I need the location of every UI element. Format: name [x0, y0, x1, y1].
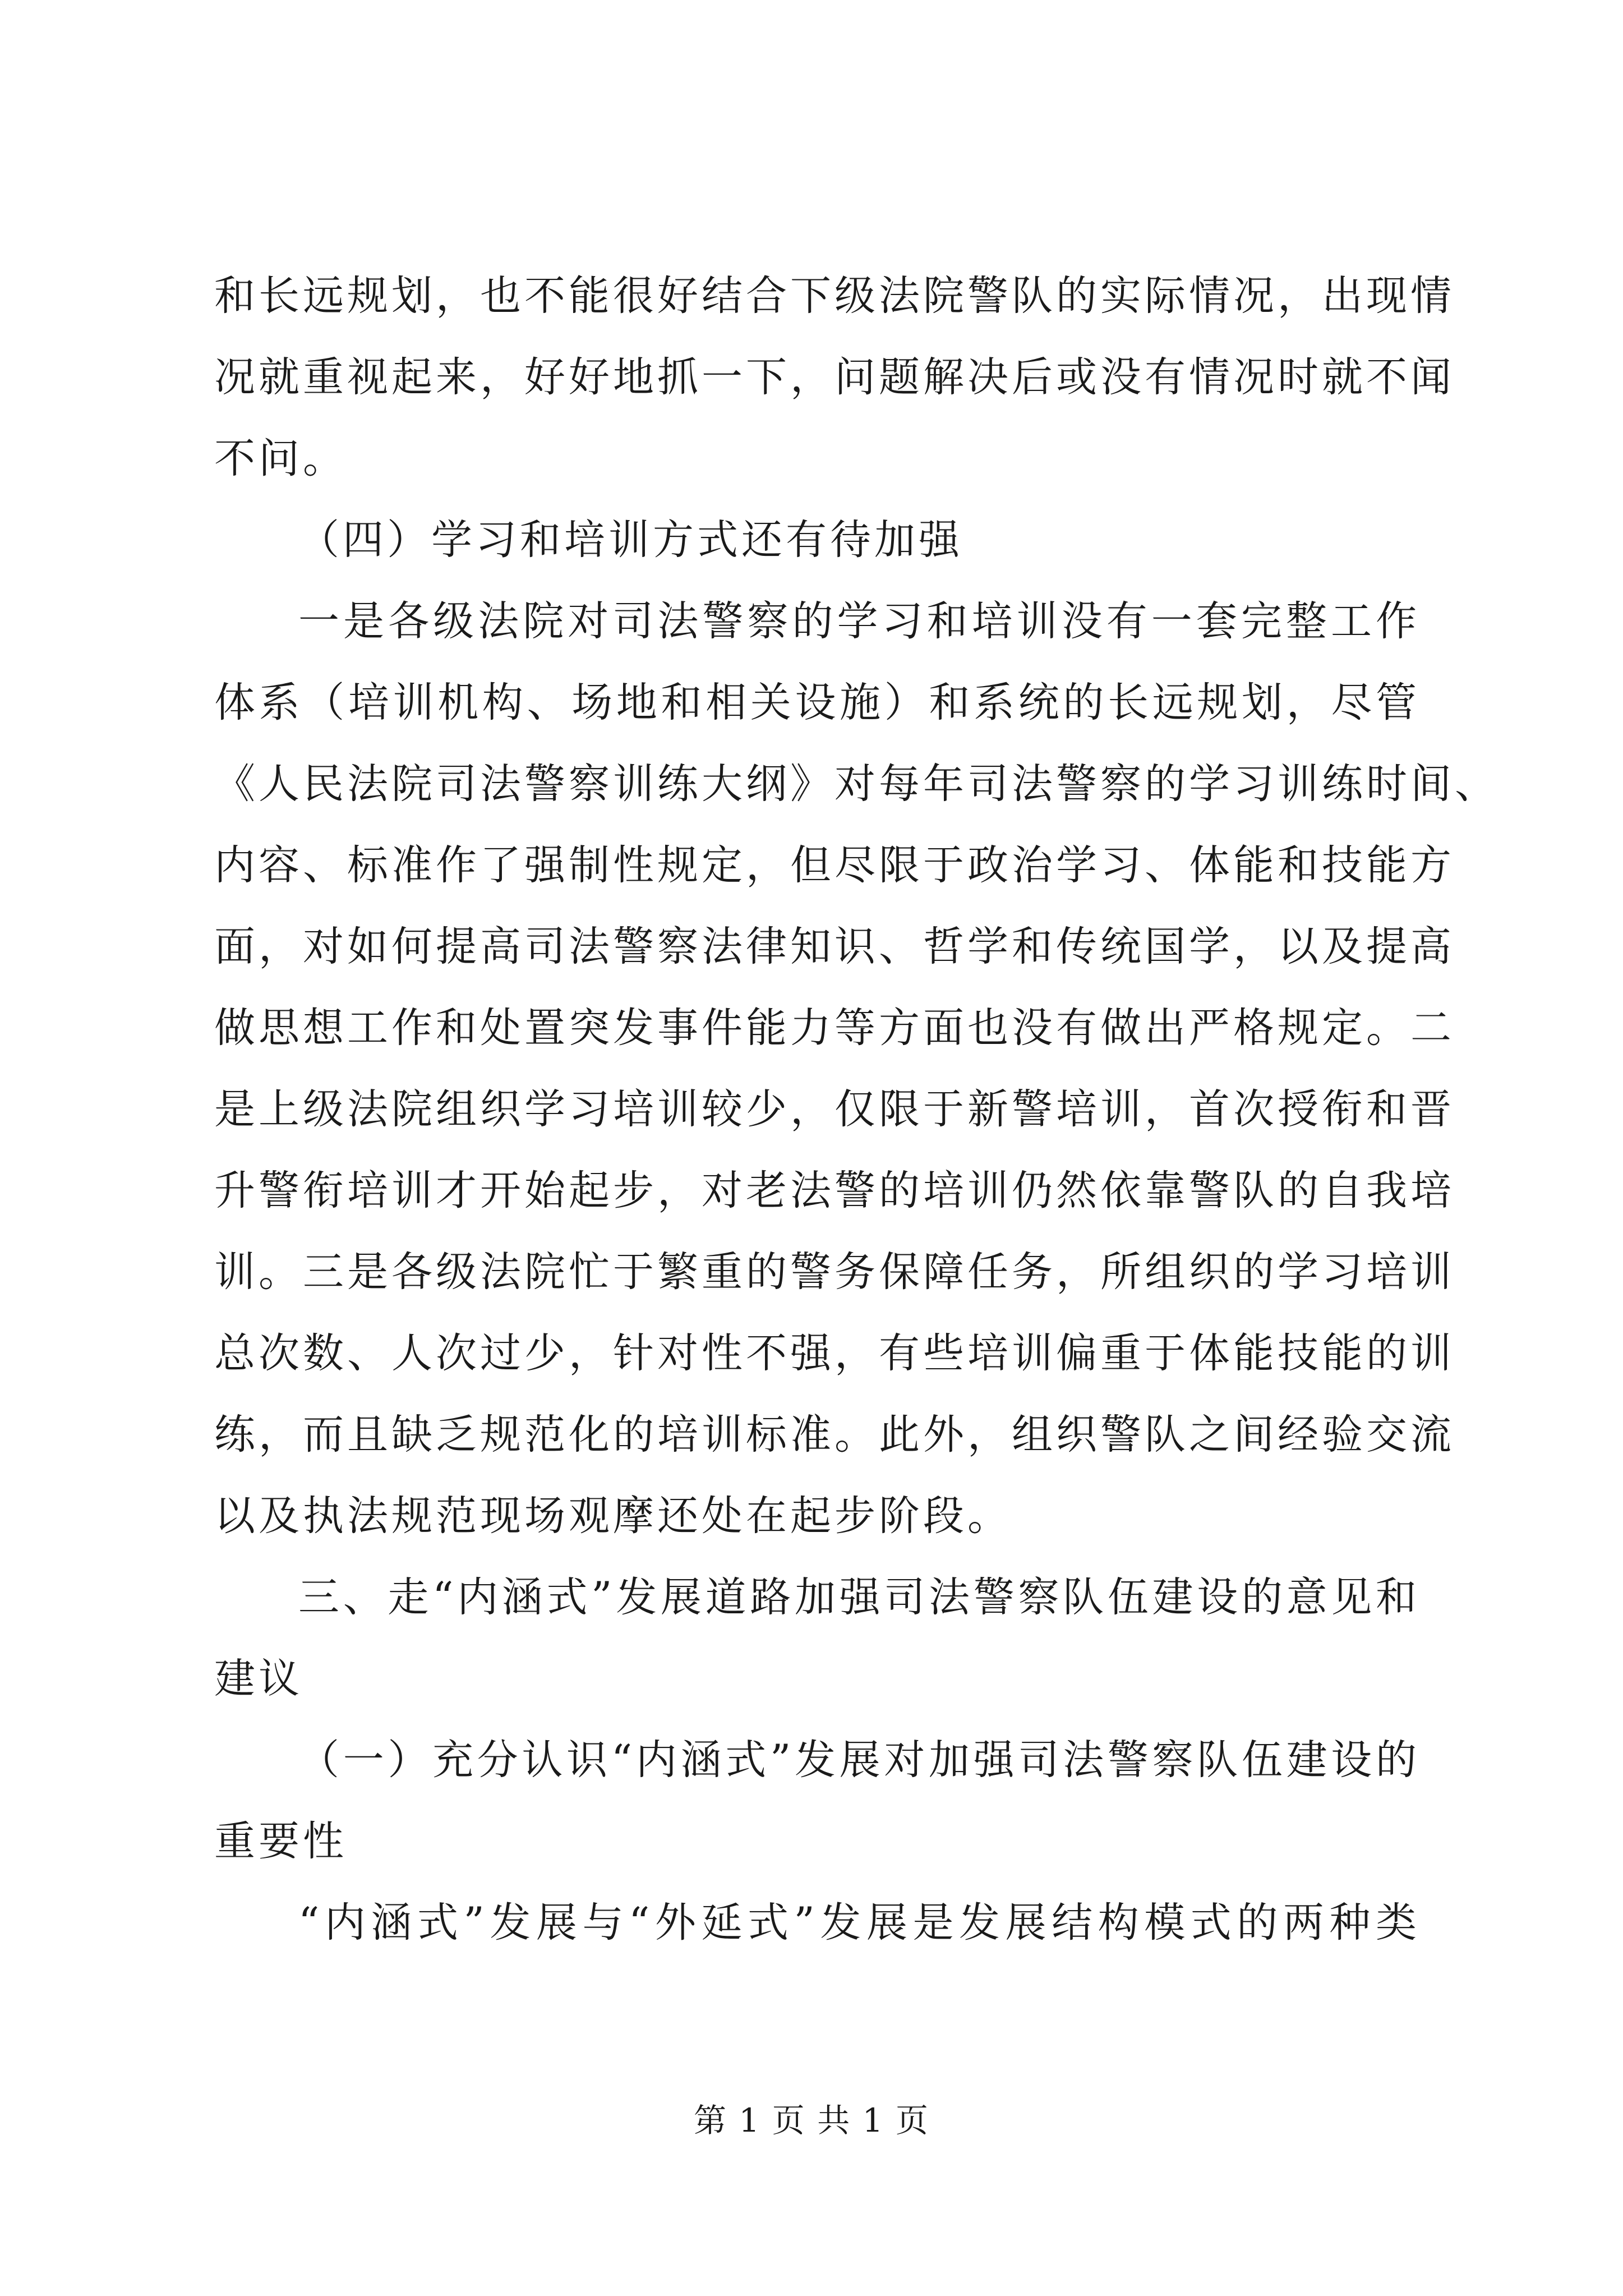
body-text — [214, 255, 1499, 1963]
text-line: 以及执法规范现场观摩还处在起步阶段。 — [214, 1492, 1012, 1540]
section-heading: （四）学习和培训方式还有待加强 — [298, 516, 963, 564]
text-line: 训。三是各级法院忙于繁重的警务保障任务，所组织的学习培训 — [214, 1248, 1455, 1296]
text-line: 况就重视起来，好好地抓一下，问题解决后或没有情况时就不闻 — [214, 353, 1455, 401]
text-line: 不问。 — [214, 435, 347, 482]
text-line: 是上级法院组织学习培训较少，仅限于新警培训，首次授衔和晋 — [214, 1085, 1455, 1133]
page-footer: 第 1 页 共 1 页 — [694, 2101, 929, 2139]
text-line: “内涵式”发展与“外延式”发展是发展结构模式的两种类 — [298, 1899, 1420, 1947]
section-heading: 三、走“内涵式”发展道路加强司法警察队伍建设的意见和 — [298, 1573, 1420, 1621]
text-line: 和长远规划，也不能很好结合下级法院警队的实际情况，出现情 — [214, 272, 1455, 320]
text-line: 一是各级法院对司法警察的学习和培训没有一套完整工作 — [298, 597, 1420, 645]
text-line: 内容、标准作了强制性规定，但尽限于政治学习、体能和技能方 — [214, 841, 1455, 889]
subsection-heading: 重要性 — [214, 1818, 347, 1865]
section-heading: 建议 — [214, 1655, 303, 1703]
text-line: 体系（培训机构、场地和相关设施）和系统的长远规划，尽管 — [214, 679, 1420, 726]
text-line: 做思想工作和处置突发事件能力等方面也没有做出严格规定。二 — [214, 1004, 1455, 1052]
text-line: 面，对如何提高司法警察法律知识、哲学和传统国学，以及提高 — [214, 923, 1455, 970]
subsection-heading: （一）充分认识“内涵式”发展对加强司法警察队伍建设的 — [298, 1736, 1420, 1784]
text-line: 《人民法院司法警察训练大纲》对每年司法警察的学习训练时间、 — [214, 760, 1499, 808]
text-line: 总次数、人次过少，针对性不强，有些培训偏重于体能技能的训 — [214, 1329, 1455, 1377]
text-line: 升警衔培训才开始起步，对老法警的培训仍然依靠警队的自我培 — [214, 1167, 1455, 1214]
text-line: 练，而且缺乏规范化的培训标准。此外，组织警队之间经验交流 — [214, 1411, 1455, 1458]
